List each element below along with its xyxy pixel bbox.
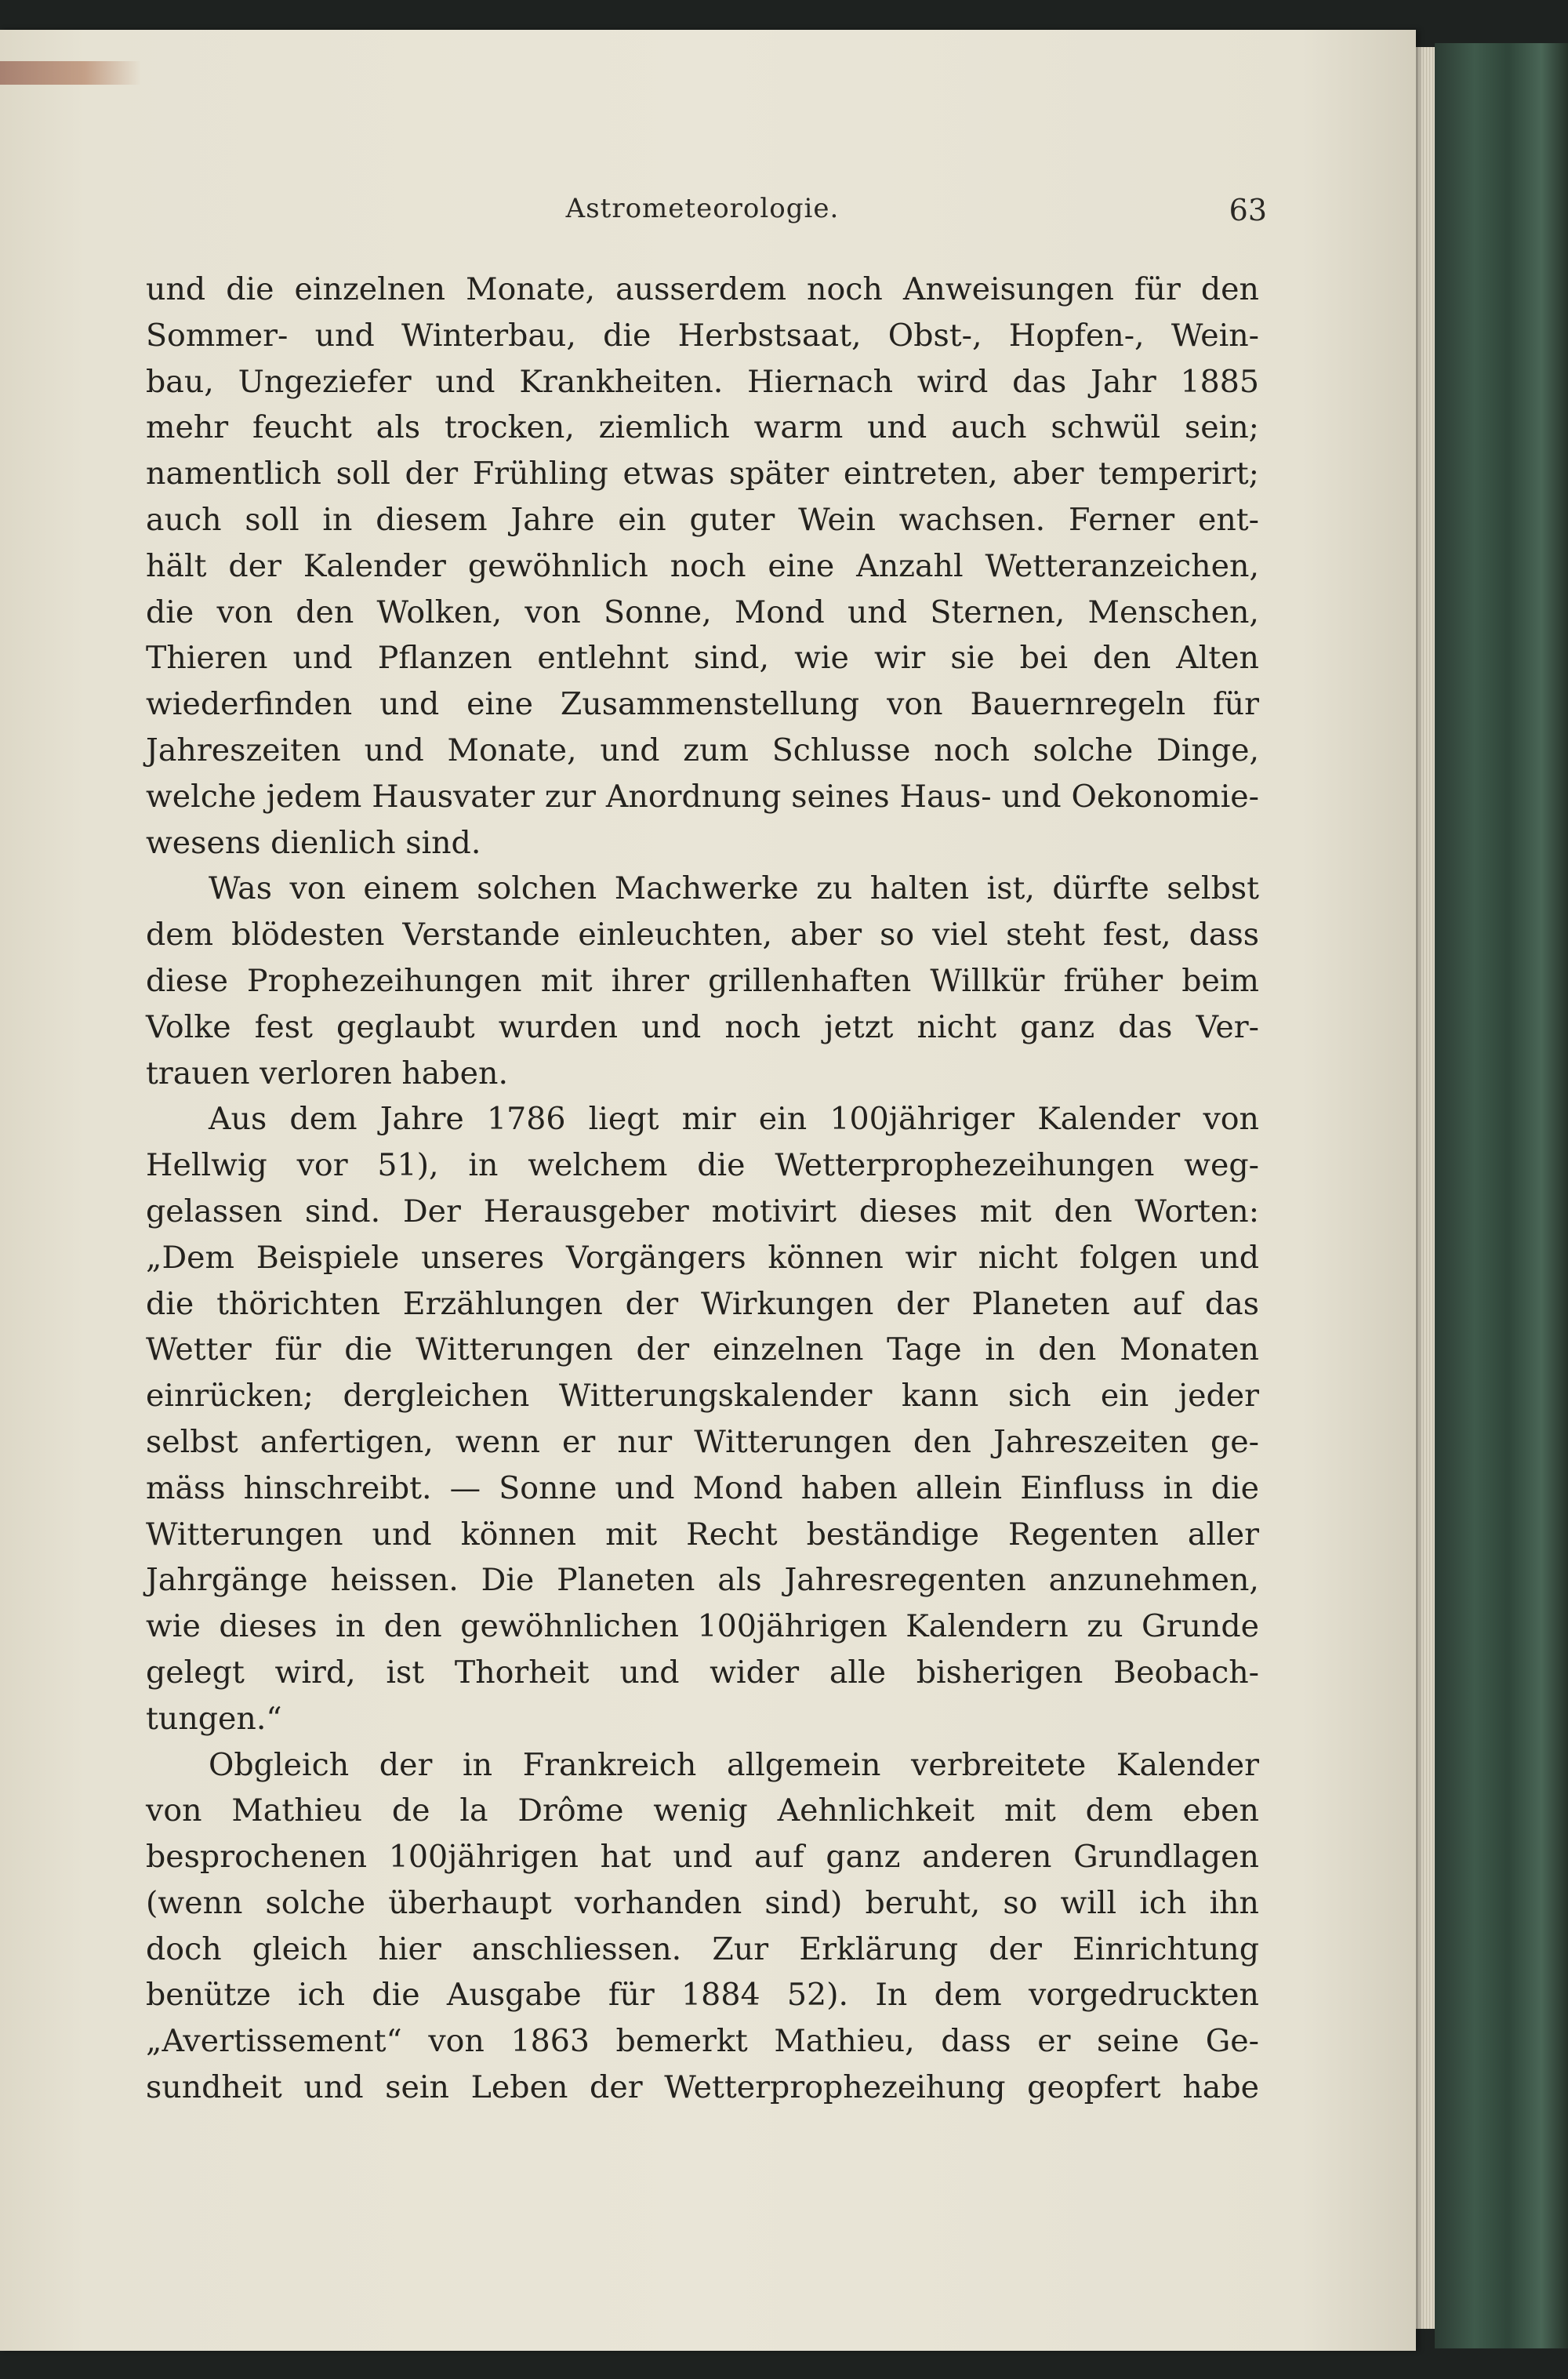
text-line: die von den Wolken, von Sonne, Mond und Sternen, Menschen, (146, 594, 1259, 630)
text-line: selbst anfertigen, wenn er nur Witterungen den Jahreszeiten ge- (146, 1423, 1259, 1460)
text-line: Obgleich der in Frankreich allgemein verbreitete Kalender (209, 1746, 1259, 1783)
book-cover-edge (1435, 43, 1568, 2348)
body-text (146, 267, 1259, 2111)
text-line: „Avertissement“ von 1863 bemerkt Mathieu, dass er seine Ge- (146, 2023, 1259, 2060)
text-line: doch gleich hier anschliessen. Zur Erklärung der Einrichtung (146, 1930, 1259, 1967)
text-line: mehr feucht als trocken, ziemlich warm und auch schwül sein; (146, 409, 1259, 446)
text-line: Witterungen und können mit Recht beständige Regenten aller (146, 1516, 1259, 1553)
text-line: dem blödesten Verstande einleuchten, aber so viel steht fest, dass (146, 917, 1259, 953)
running-title: Astrometeorologie. (565, 193, 840, 224)
text-line: Jahrgänge heissen. Die Planeten als Jahresregenten anzunehmen, (146, 1562, 1259, 1599)
text-line: Hellwig vor 51), in welchem die Wetterprophezeihungen weg- (146, 1147, 1259, 1184)
text-line: Aus dem Jahre 1786 liegt mir ein 100jähriger Kalender von (209, 1101, 1259, 1138)
text-line: namentlich soll der Frühling etwas später eintreten, aber temperirt; (146, 456, 1259, 492)
text-line: gelassen sind. Der Herausgeber motivirt dieses mit den Worten: (146, 1193, 1259, 1229)
text-line: besprochenen 100jährigen hat und auf ganz anderen Grundlagen (146, 1839, 1259, 1876)
text-line: Was von einem solchen Machwerke zu halten ist, dürfte selbst (209, 870, 1259, 907)
text-line: benütze ich die Ausgabe für 1884 52). In dem vorgedruckten (146, 1977, 1259, 2014)
text-line: wie dieses in den gewöhnlichen 100jährigen Kalendern zu Grunde (146, 1608, 1259, 1645)
text-line: hält der Kalender gewöhnlich noch eine Anzahl Wetteranzeichen, (146, 547, 1259, 584)
text-line: Wetter für die Witterungen der einzelnen Tage in den Monaten (146, 1331, 1259, 1368)
text-line: (wenn solche überhaupt vorhanden sind) beruht, so will ich ihn (146, 1884, 1259, 1921)
text-line: von Mathieu de la Drôme wenig Aehnlichkeit mit dem eben (146, 1792, 1259, 1829)
text-line: welche jedem Hausvater zur Anordnung seines Haus- und Oekonomie- (146, 778, 1259, 815)
text-line: „Dem Beispiele unseres Vorgängers können wir nicht folgen und (146, 1239, 1259, 1276)
text-line: Volke fest geglaubt wurden und noch jetzt nicht ganz das Ver- (146, 1008, 1259, 1045)
text-line: Sommer- und Winterbau, die Herbstsaat, Obst-, Hopfen-, Wein- (146, 317, 1259, 354)
page-number: 63 (1229, 193, 1267, 227)
running-head (146, 193, 1267, 231)
text-line: sundheit und sein Leben der Wetterprophezeihung geopfert habe (146, 2069, 1259, 2106)
text-line: mäss hinschreibt. — Sonne und Mond haben allein Einfluss in die (146, 1469, 1259, 1506)
text-line: einrücken; dergleichen Witterungskalender kann sich ein jeder (146, 1378, 1259, 1415)
text-line: Thieren und Pflanzen entlehnt sind, wie wir sie bei den Alten (146, 640, 1259, 677)
corner-stain (0, 61, 141, 85)
text-line: gelegt wird, ist Thorheit und wider alle bisherigen Beobach- (146, 1654, 1259, 1691)
text-line: auch soll in diesem Jahre ein guter Wein wachsen. Ferner ent- (146, 501, 1259, 538)
text-line: trauen verloren haben. (146, 1055, 509, 1091)
text-line: diese Prophezeihungen mit ihrer grillenhaften Willkür früher beim (146, 962, 1259, 999)
text-line: wiederfinden und eine Zusammenstellung von Bauernregeln für (146, 686, 1259, 723)
text-line: tungen.“ (146, 1700, 282, 1737)
text-line: wesens dienlich sind. (146, 824, 481, 861)
text-line: bau, Ungeziefer und Krankheiten. Hiernach wird das Jahr 1885 (146, 363, 1259, 400)
text-line: die thörichten Erzählungen der Wirkungen der Planeten auf das (146, 1285, 1259, 1322)
text-line: und die einzelnen Monate, ausserdem noch Anweisungen für den (146, 271, 1259, 307)
text-line: Jahreszeiten und Monate, und zum Schlusse noch solche Dinge, (146, 732, 1259, 768)
